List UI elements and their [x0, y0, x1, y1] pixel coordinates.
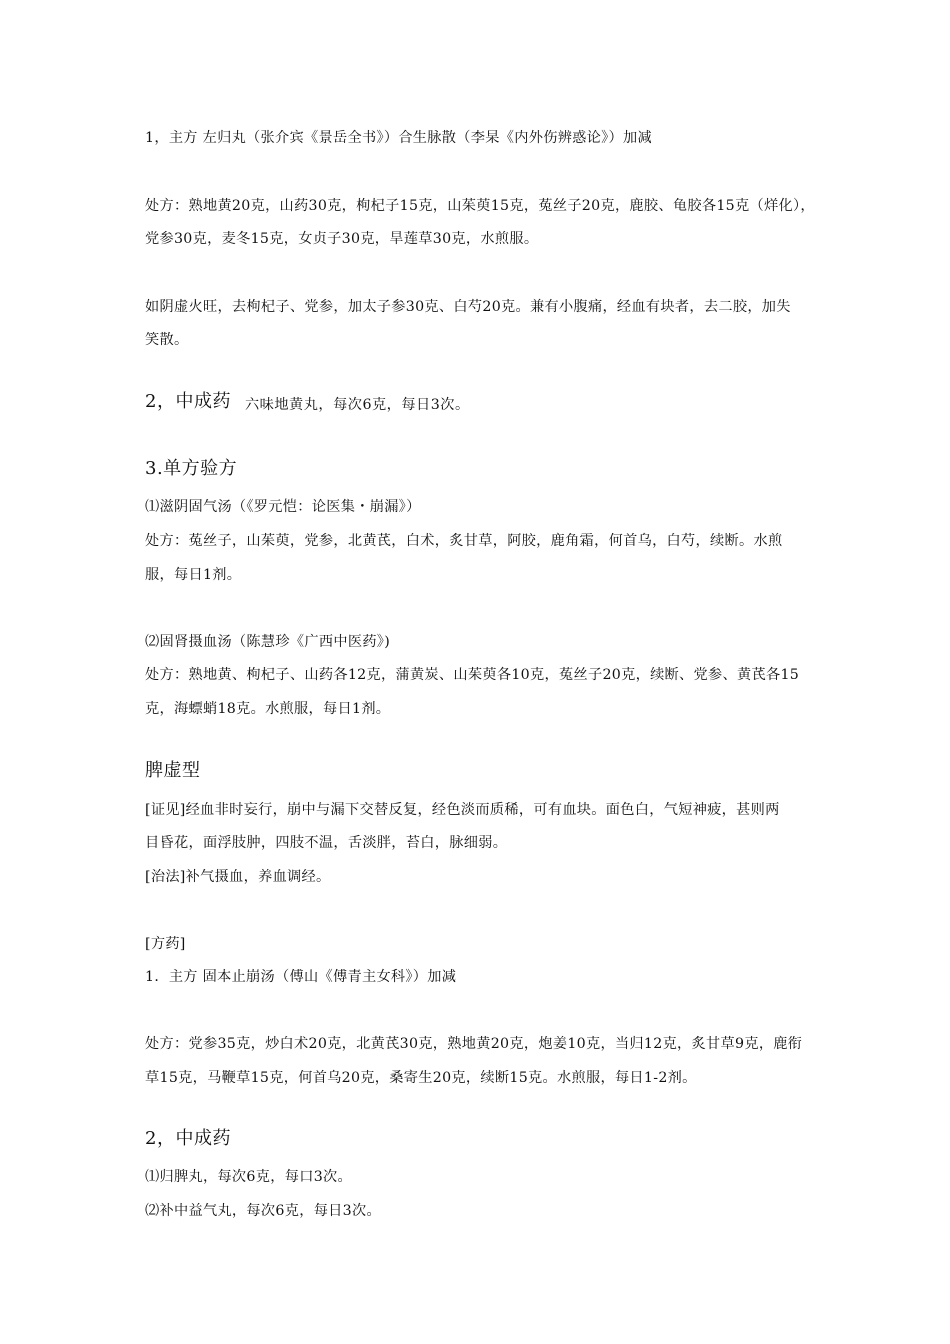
section-heading-spleen-deficiency: 脾虚型 — [145, 760, 201, 781]
section-heading-text: 2，中成药 — [145, 391, 231, 412]
prescriptions-label: [方药] — [145, 936, 186, 952]
treatment-principle-line: [治法]补气摄血，养血调经。 — [145, 869, 331, 885]
section-heading-folk-remedies: 3.单方验方 — [145, 458, 238, 479]
patent-medicine-line: ⑴归脾丸，每次6克，每口3次。 — [145, 1169, 352, 1185]
prescription-line: 处方：菟丝子，山茱萸，党参，北黄芪，白术，炙甘草，阿胶，鹿角霜，何首乌，白芍，续断。水煎 — [145, 533, 783, 549]
section-heading-patent-medicine: 2，中成药 — [145, 1128, 231, 1149]
prescription-line: 克，海螵蛸18克。水煎服，每日1剂。 — [145, 701, 391, 717]
section-heading-patent-medicine — [145, 390, 470, 417]
symptoms-line: 目昏花，面浮肢肿，四肢不温，舌淡胖，苔白，脉细弱。 — [145, 835, 508, 851]
patent-medicine-line: ⑵补中益气丸，每次6克，每日3次。 — [145, 1203, 381, 1219]
prescription-line: 党参30克，麦冬15克，女贞子30克，旱莲草30克，水煎服。 — [145, 231, 539, 247]
patent-medicine-line: 六味地黄丸，每次6克，每日3次。 — [244, 397, 470, 413]
prescription-line: 服，每日1剂。 — [145, 567, 242, 583]
formula-main-title: 1，主方 左归丸（张介宾《景岳全书》）合生脉散（李杲《内外伤辨惑论》）加减 — [145, 130, 653, 146]
prescription-line: 处方：党参35克，炒白术20克，北黄芪30克，熟地黄20克，炮姜10克，当归12克，炙甘草9克，鹿衔 — [145, 1036, 803, 1052]
prescription-line: 处方：熟地黄、枸杞子、山药各12克，蒲黄炭、山茱萸各10克，菟丝子20克，续断、党参、黄芪各15 — [145, 667, 800, 683]
prescription-line: 处方：熟地黄20克，山药30克，枸杞子15克，山茱萸15克，菟丝子20克，鹿胶、龟胶各15克（烊化）， — [145, 198, 815, 214]
remedy-title: ⑵固肾摄血汤（陈慧珍《广西中医药》) — [145, 634, 391, 650]
prescription-line: 草15克，马鞭草15克，何首乌20克，桑寄生20克，续断15克。水煎服，每日1-2剂。 — [145, 1070, 697, 1086]
modification-line: 如阴虚火旺，去枸杞子、党参，加太子参30克、白芍20克。兼有小腹痛，经血有块者，去二胶，加失 — [145, 299, 791, 315]
symptoms-line: [证见]经血非时妄行，崩中与漏下交替反复，经色淡而质稀，可有血块。面色白，气短神疲，甚则两 — [145, 802, 780, 818]
modification-line: 笑散。 — [145, 332, 189, 348]
remedy-title: ⑴滋阴固气汤（《罗元恺：论医集・崩漏》） — [145, 499, 421, 515]
formula-main-title: 1．主方 固本止崩汤（傅山《傅青主女科》）加减 — [145, 969, 457, 985]
